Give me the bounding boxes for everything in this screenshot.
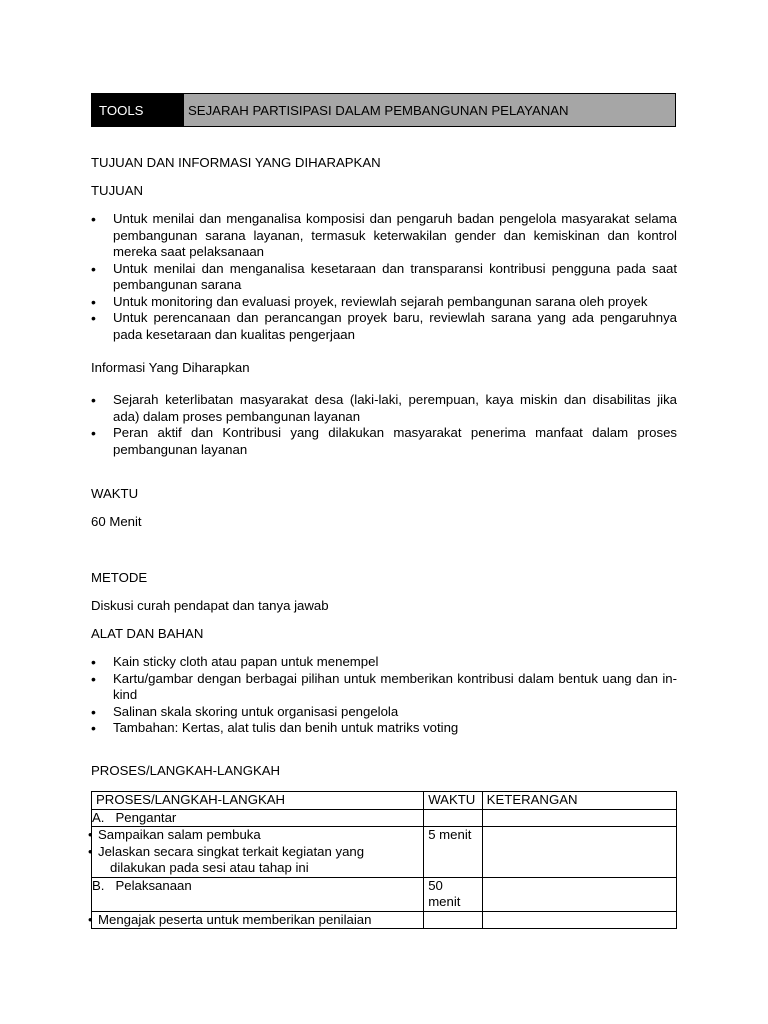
heading-waktu: WAKTU bbox=[91, 486, 139, 501]
list-item: • Untuk perencanaan dan perancangan proyek baru, reviewlah sarana yang ada pengaruhnya pada kesetaraan dan kualitas pengerjaan bbox=[91, 310, 677, 342]
list-item: • Untuk menilai dan menganalisa komposisi dan pengaruh badan pengelola masyarakat selama pembangunan sarana layanan, termasuk keterwakilan gender dan kemiskinan dan kontrol mereka saat pelaksanaan bbox=[91, 211, 677, 259]
metode-value: Diskusi curah pendapat dan tanya jawab bbox=[91, 598, 329, 613]
bullet-icon: • bbox=[91, 392, 96, 408]
tujuan-list bbox=[91, 211, 677, 343]
table-bullet-item: • Jelaskan secara singkat terkait kegiatan yang bbox=[88, 843, 365, 859]
column-header-keterangan: KETERANGAN bbox=[482, 792, 676, 810]
table-bullet-continuation: dilakukan pada sesi atau tahap ini bbox=[110, 860, 309, 875]
table-row bbox=[92, 911, 677, 929]
column-header-proses: PROSES/LANGKAH-LANGKAH bbox=[92, 792, 424, 810]
heading-alat-bahan: ALAT DAN BAHAN bbox=[91, 626, 204, 641]
table-bullet-item: • Sampaikan salam pembuka bbox=[88, 827, 261, 842]
row-a-label: A. Pengantar bbox=[92, 809, 424, 827]
row-b-time: 50 menit bbox=[424, 877, 482, 911]
waktu-value: 60 Menit bbox=[91, 514, 142, 529]
bullet-icon: • bbox=[88, 911, 93, 927]
bullet-icon: • bbox=[91, 670, 96, 687]
bullet-icon: • bbox=[88, 843, 93, 859]
bullet-icon: • bbox=[91, 310, 96, 326]
heading-proses: PROSES/LANGKAH-LANGKAH bbox=[91, 763, 281, 778]
list-item: • Tambahan: Kertas, alat tulis dan benih untuk matriks voting bbox=[91, 720, 459, 736]
table-row bbox=[92, 809, 677, 827]
list-item: • Untuk monitoring dan evaluasi proyek, reviewlah sejarah pembangunan sarana oleh proyek bbox=[91, 293, 648, 310]
bullet-icon: • bbox=[91, 720, 96, 736]
process-table bbox=[88, 791, 677, 929]
bullet-icon: • bbox=[91, 425, 96, 441]
info-list bbox=[91, 392, 677, 458]
list-item: • Untuk menilai dan menganalisa kesetaraan dan transparansi kontribusi pengguna pada saat pembangunan sarana bbox=[91, 260, 677, 292]
bullet-icon: • bbox=[91, 260, 96, 277]
tool-title: SEJARAH PARTISIPASI DALAM PEMBANGUNAN PELAYANAN bbox=[183, 94, 675, 126]
alat-list bbox=[91, 654, 677, 737]
section-heading-objectives-info: TUJUAN DAN INFORMASI YANG DIHARAPKAN bbox=[91, 155, 381, 170]
bullet-icon: • bbox=[91, 211, 96, 227]
heading-tujuan: TUJUAN bbox=[91, 183, 144, 198]
heading-metode: METODE bbox=[91, 570, 148, 585]
list-item: • Kain sticky cloth atau papan untuk menempel bbox=[91, 654, 379, 670]
bullet-icon: • bbox=[88, 827, 93, 842]
bullet-icon: • bbox=[91, 654, 96, 670]
list-item: • Sejarah keterlibatan masyarakat desa (laki-laki, perempuan, kaya miskin dan disabilitas jika ada) dalam proses pembangunan layanan bbox=[91, 392, 677, 424]
list-item: • Salinan skala skoring untuk organisasi pengelola bbox=[91, 703, 399, 720]
table-header-row bbox=[92, 792, 677, 810]
heading-informasi: Informasi Yang Diharapkan bbox=[91, 360, 250, 375]
column-header-waktu: WAKTU bbox=[424, 792, 482, 810]
table-row bbox=[92, 877, 677, 911]
table-row bbox=[92, 827, 677, 878]
list-item: • Peran aktif dan Kontribusi yang dilakukan masyarakat penerima manfaat dalam proses pembangunan layanan bbox=[91, 425, 677, 457]
row-a-time: 5 menit bbox=[424, 827, 482, 878]
bullet-icon: • bbox=[91, 703, 96, 720]
header-banner bbox=[91, 93, 676, 127]
row-b-label: B. Pelaksanaan bbox=[92, 877, 424, 911]
table-bullet-item: • Mengajak peserta untuk memberikan penilaian bbox=[88, 911, 372, 927]
list-item: • Kartu/gambar dengan berbagai pilihan untuk memberikan kontribusi dalam bentuk uang dan in-kind bbox=[91, 670, 677, 702]
tools-label: TOOLS bbox=[92, 94, 183, 126]
bullet-icon: • bbox=[91, 293, 96, 310]
